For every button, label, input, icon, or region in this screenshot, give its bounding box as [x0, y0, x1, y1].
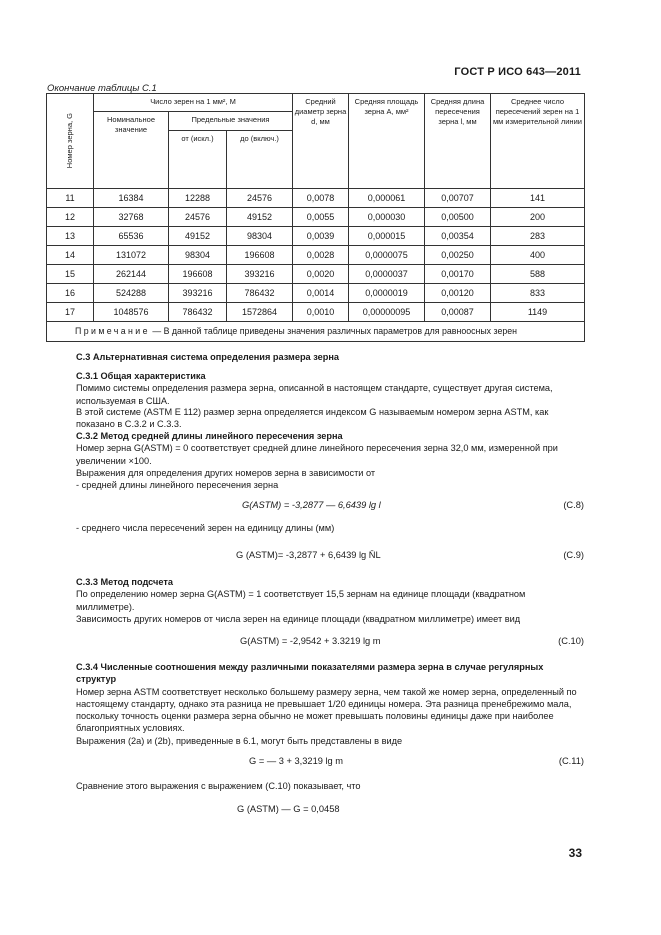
section-c33-title: С.3.3 Метод подсчета — [76, 577, 173, 587]
table-cell: 0,0020 — [293, 265, 349, 284]
table-cell: 12288 — [169, 189, 227, 208]
table-cell: 0,0014 — [293, 284, 349, 303]
table-cell: 1048576 — [94, 303, 169, 322]
note-text: — В данной таблице приведены значения различных параметров для равноосных зерен — [149, 326, 517, 336]
table-cell: 0,000015 — [349, 227, 425, 246]
table-cell: 0,0055 — [293, 208, 349, 227]
table-cell: 16 — [47, 284, 94, 303]
col-head-length: Средняя длина пересечения зерна l, мм — [425, 94, 491, 189]
equation-c11: G = — 3 + 3,3219 lg m — [249, 756, 344, 766]
table-cell: 283 — [491, 227, 585, 246]
table-row — [47, 246, 585, 265]
table-cell: 0,0078 — [293, 189, 349, 208]
equation-c11-number: (С.11) — [558, 756, 584, 766]
table-cell: 12 — [47, 208, 94, 227]
paragraph: Номер зерна G(ASTM) = 0 соответствует средней длине линейного пересечения зерна 32,0 мм, измеренной при увеличении ×100. — [76, 443, 558, 466]
standard-header: ГОСТ Р ИСО 643—2011 — [454, 66, 581, 78]
table-cell: 200 — [491, 208, 585, 227]
section-c31 — [76, 370, 584, 407]
table-row — [47, 284, 585, 303]
table-cell: 0,00354 — [425, 227, 491, 246]
paragraph: - среднего числа пересечений зерен на единицу длины (мм) — [76, 523, 335, 533]
table-cell: 588 — [491, 265, 585, 284]
col-head-grain-count: Число зерен на 1 мм², M — [94, 94, 293, 112]
table-cell: 262144 — [94, 265, 169, 284]
section-c31-p2 — [76, 406, 584, 431]
paragraph: Сравнение этого выражения с выражением (С.10) показывает, что — [76, 781, 361, 791]
section-c33 — [76, 576, 584, 625]
equation-c9: G (ASTM)= -3,2877 + 6,6439 lg N̄L — [236, 550, 381, 560]
table-cell: 141 — [491, 189, 585, 208]
table-cell: 786432 — [169, 303, 227, 322]
table-cell: 49152 — [169, 227, 227, 246]
table-cell: 0,0000037 — [349, 265, 425, 284]
table-cell: 0,0010 — [293, 303, 349, 322]
table-cell: 393216 — [227, 265, 293, 284]
col-head-area: Средняя площадь зерна A, мм² — [349, 94, 425, 189]
table-cell: 15 — [47, 265, 94, 284]
table-row — [47, 227, 585, 246]
section-c34 — [76, 661, 584, 747]
table-note — [47, 322, 585, 342]
section-c31-title: С.3.1 Общая характеристика — [76, 371, 206, 381]
table-cell: 16384 — [94, 189, 169, 208]
table-cell: 0,0000019 — [349, 284, 425, 303]
note-label: Примечание — [75, 326, 150, 336]
paragraph: Зависимость других номеров от числа зерен на единице площади (квадратном миллиметре) имеет вид — [76, 613, 521, 624]
equation-c10-number: (С.10) — [558, 636, 584, 646]
table-cell: 524288 — [94, 284, 169, 303]
table-caption: Окончание таблицы С.1 — [47, 83, 157, 94]
table-cell: 0,0028 — [293, 246, 349, 265]
table-row — [47, 265, 585, 284]
table-cell: 1572864 — [227, 303, 293, 322]
section-c32-title: С.3.2 Метод средней длины линейного пересечения зерна — [76, 431, 343, 441]
table-cell: 0,00087 — [425, 303, 491, 322]
section-c34-title: С.3.4 Численные соотношения между различными показателями размера зерна в случае регулярных структур — [76, 662, 544, 685]
paragraph: Выражения (2а) и (2b), приведенные в 6.1, могут быть представлены в виде — [76, 735, 403, 746]
equation-c8-number: (С.8) — [563, 500, 584, 510]
table-cell: 131072 — [94, 246, 169, 265]
grain-size-table — [46, 93, 585, 342]
table-cell: 98304 — [169, 246, 227, 265]
table-cell: 13 — [47, 227, 94, 246]
section-c32-p4 — [76, 522, 584, 534]
paragraph: Номер зерна ASTM соответствует несколько большему размеру зерна, чем такой же номер зерна, определенный по настоящему стандарту, однако эта разница не превышает 1/20 единицы номера. Эта разница пренебрежимо мала, поскольку точность оценки размера зерна обычно не может превышать половины единицы даже при наиболее благоприятных условиях. — [76, 686, 577, 734]
table-cell: 32768 — [94, 208, 169, 227]
table-cell: 393216 — [169, 284, 227, 303]
table-cell: 24576 — [227, 189, 293, 208]
table-cell: 24576 — [169, 208, 227, 227]
paragraph: Помимо системы определения размера зерна, описанной в настоящем стандарте, существует другая система, используемая в США. — [76, 383, 553, 406]
equation-c9-number: (С.9) — [563, 550, 584, 560]
table-cell: 786432 — [227, 284, 293, 303]
col-head-intersections: Среднее число пересечений зерен на 1 мм измерительной линии — [491, 94, 585, 189]
table-cell: 833 — [491, 284, 585, 303]
paragraph: Выражения для определения других номеров зерна в зависимости от — [76, 467, 376, 478]
table-row — [47, 303, 585, 322]
table-row — [47, 208, 585, 227]
table-cell: 0,00500 — [425, 208, 491, 227]
table-cell: 49152 — [227, 208, 293, 227]
section-c3 — [76, 351, 584, 363]
col-head-diameter: Средний диаметр зерна d, мм — [293, 94, 349, 189]
table-cell: 196608 — [169, 265, 227, 284]
table-cell: 0,000061 — [349, 189, 425, 208]
table-cell: 11 — [47, 189, 94, 208]
page-number: 33 — [568, 846, 582, 860]
table-cell: 400 — [491, 246, 585, 265]
table-cell: 65536 — [94, 227, 169, 246]
col-head-grain-number: Номер зерна, G — [47, 94, 94, 189]
equation-c8: G(ASTM) = -3,2877 — 6,6439 lg l — [242, 500, 381, 510]
table-cell: 0,00000095 — [349, 303, 425, 322]
section-c34-p3 — [76, 780, 584, 792]
table-cell: 0,000030 — [349, 208, 425, 227]
equation-c12: G (ASTM) — G = 0,0458 — [237, 804, 340, 814]
table-cell: 196608 — [227, 246, 293, 265]
col-head-to: до (включ.) — [227, 131, 293, 189]
col-head-from: от (искл.) — [169, 131, 227, 189]
paragraph: В этой системе (ASTM E 112) размер зерна определяется индексом G называемым номером зерна ASTM, как показано в С.3.2 и С.3.3. — [76, 407, 549, 430]
table-row — [47, 189, 585, 208]
table-cell: 0,00250 — [425, 246, 491, 265]
table-cell: 1149 — [491, 303, 585, 322]
table-cell: 0,0000075 — [349, 246, 425, 265]
table-cell: 0,00707 — [425, 189, 491, 208]
equation-c10: G(ASTM) = -2,9542 + 3.3219 lg m — [240, 636, 381, 646]
paragraph: - средней длины линейного пересечения зерна — [76, 480, 279, 491]
col-head-nominal: Номинальное значение — [94, 112, 169, 189]
table-cell: 0,00170 — [425, 265, 491, 284]
table-cell: 0,0039 — [293, 227, 349, 246]
table-cell: 98304 — [227, 227, 293, 246]
section-c3-title: С.3 Альтернативная система определения размера зерна — [76, 352, 340, 362]
col-head-limits: Предельные значения — [169, 112, 293, 131]
paragraph: По определению номер зерна G(ASTM) = 1 соответствует 15,5 зернам на единице площади (квадратном миллиметре). — [76, 589, 526, 612]
table-cell: 0,00120 — [425, 284, 491, 303]
table-cell: 17 — [47, 303, 94, 322]
section-c32 — [76, 430, 584, 491]
table-cell: 14 — [47, 246, 94, 265]
